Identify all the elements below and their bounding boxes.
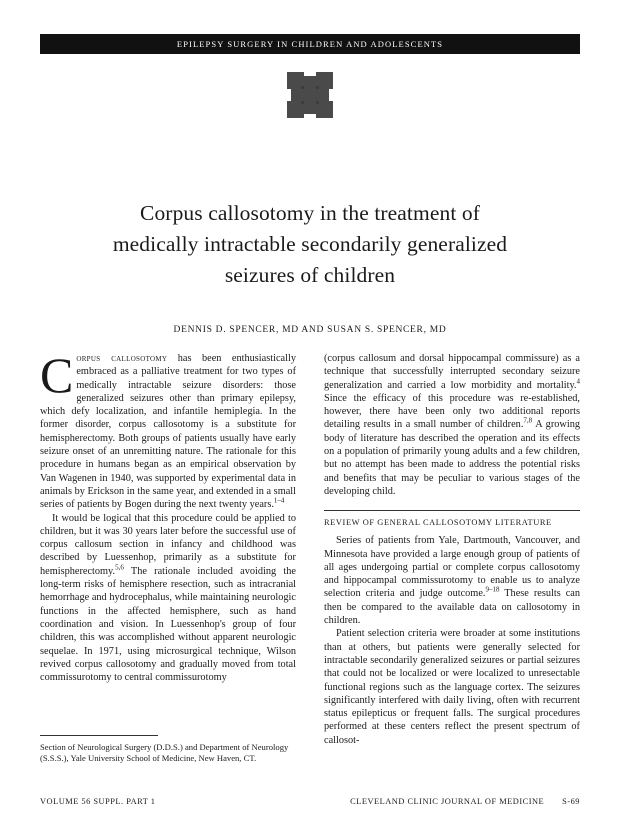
- paragraph-right-2: [324, 534, 580, 627]
- paragraph-left-2: [40, 512, 296, 685]
- paragraph-right-1-text: (corpus callosum and dorsal hippocampal commissure) as a technique that successfully interrupted secondary seizure generalization and carried a low morbidity and mortality.: [324, 353, 580, 391]
- footer-right-group: [350, 797, 580, 806]
- affiliation-footnote: [40, 735, 296, 765]
- paragraph-intro: [40, 347, 296, 512]
- paragraph-right-1-cont: Since the efficacy of this procedure was re-established, however, there have been only two additional reports detailing results in a small number of children.: [324, 392, 580, 431]
- citation-ref: 4: [576, 377, 580, 386]
- citation-ref: 1–4: [273, 496, 285, 505]
- paragraph-right-2-cont: These results can then be compared to the available data on callosotomy in children.: [324, 588, 580, 627]
- paragraph-left-2-text: It would be logical that this procedure could be applied to children, but it was 30 years later before the successful use of corpus callosum section in infancy and childhood was described by Luessenhop, primarily as a substitute for hemispherectomy.: [40, 512, 296, 577]
- paragraph-intro-text: has been enthusiastically embraced as a palliative treatment for two types of medically intractable seizure disorders: those generalized seizures other than primary epilepsy, which defy localization, and infantile hemiplegia. In the former disorder, corpus callosotomy is a substitute for hemispherectomy. Both groups of patients usually have early seizure onset of an unremitting nature. The rationale for this procedure in humans began as an empirical observation by Van Wagenen in 1940, was supported by experimental data in animals by Erickson in the same year, and extended in a small series of patients by Bogen during the next twenty years.: [40, 353, 296, 511]
- paragraph-right-1: [324, 352, 580, 498]
- running-head-banner: [40, 34, 580, 54]
- right-column: [324, 352, 580, 767]
- page-number: S-69: [562, 797, 580, 806]
- footer-volume: VOLUME 56 SUPPL. PART 1: [40, 797, 156, 806]
- section-divider: [324, 510, 580, 511]
- title-block: [60, 198, 560, 335]
- left-column: [40, 347, 296, 767]
- title-line-1: Corpus callosotomy in the treatment of: [140, 201, 480, 225]
- citation-ref: 5,6: [115, 563, 124, 572]
- page-footer: [40, 797, 580, 806]
- citation-ref: 9–18: [485, 586, 500, 595]
- title-line-2: medically intractable secondarily generalized: [112, 232, 508, 256]
- section-heading: REVIEW OF GENERAL CALLOSOTOMY LITERATURE: [324, 518, 552, 528]
- citation-ref: 7,8: [523, 417, 533, 426]
- author-byline: DENNIS D. SPENCER, MD AND SUSAN S. SPENCER, MD: [173, 325, 447, 335]
- footnote-divider: [40, 735, 158, 736]
- title-line-3: seizures of children: [224, 263, 396, 287]
- paragraph-left-2-cont: The rationale included avoiding the long-term risks of hemisphere resection, such as intracranial hemorrhage and hydrocephalus, while maintaining neurologic functions in the affected hemisphere, such as hand coordination and vision. In Luessenhop's group of four children, this was accomplished without apparent neurologic sequelae. In 1971, using microsurgical technique, Wilson revived corpus callosotomy and gradually moved from total commissurotomy to central commissurotomy: [40, 565, 296, 684]
- footnote-text: Section of Neurological Surgery (D.D.S.) and Department of Neurology (S.S.S.), Yale University School of Medicine, New Haven, CT.: [40, 742, 289, 764]
- paragraph-right-3: Patient selection criteria were broader at some institutions than at others, but patients were generally selected for intractable secondarily generalized seizures or partial seizures that could not be localized or were localized to unresectable functional regions such as the language cortex. The seizures significantly interfered with daily living, often with recurrent status epilepticus or frequent falls. The surgical procedures performed at these centers reflect the present spectrum of callosot-: [324, 628, 580, 746]
- running-head-text: EPILEPSY SURGERY IN CHILDREN AND ADOLESCENTS: [176, 39, 444, 49]
- paragraph-right-2-text: Series of patients from Yale, Dartmouth, Vancouver, and Minnesota have provided a large enough group of patients of all ages undergoing partial or complete corpus callosotomy and hippocampal commissurotomy to enable us to analyze selection criteria and judge outcome.: [324, 535, 580, 600]
- paragraph-right-1-cont2: A growing body of literature has described the operation and its effects on a population of primarily young adults and a few children, but no attempt has been made to address the potential risks and benefits that may be peculiar to various stages of the developing child.: [324, 419, 580, 497]
- article-body: [40, 347, 580, 767]
- decorative-square-cluster-icon: [0, 72, 620, 118]
- footer-journal-name: CLEVELAND CLINIC JOURNAL OF MEDICINE: [350, 797, 545, 806]
- page-title: [60, 198, 560, 291]
- lead-smallcaps: orpus callosotomy: [76, 353, 168, 364]
- drop-cap: C: [40, 347, 74, 403]
